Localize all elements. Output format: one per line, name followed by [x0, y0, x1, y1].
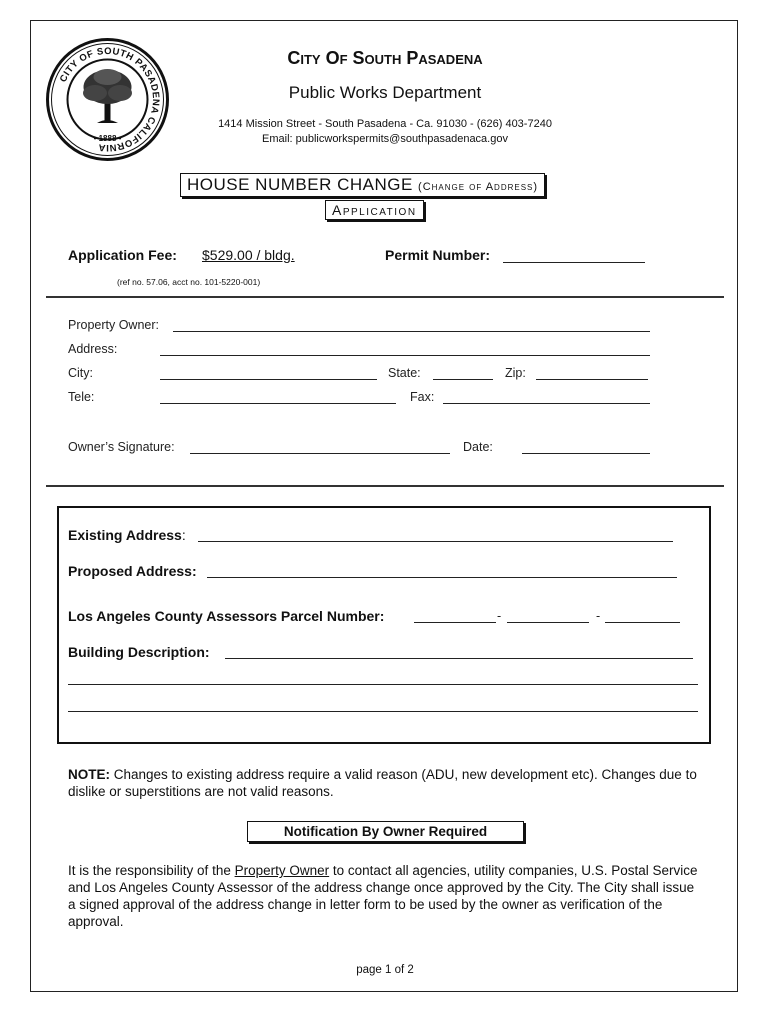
telephone-field[interactable]: [160, 403, 396, 404]
city-label: City:: [68, 366, 93, 380]
parcel-number-part1-field[interactable]: [414, 622, 496, 623]
building-description-line-3[interactable]: [68, 711, 698, 712]
department-email: Email: publicworkspermits@southpasadenaca.gov: [262, 133, 508, 145]
section-divider: [46, 296, 724, 298]
zip-field[interactable]: [536, 379, 648, 380]
telephone-label: Tele:: [68, 390, 95, 404]
parcel-number-part2-field[interactable]: [507, 622, 589, 623]
state-label: State:: [388, 366, 421, 380]
building-description-line-2[interactable]: [68, 684, 698, 685]
application-fee-value: $529.00 / bldg.: [202, 247, 295, 263]
date-label: Date:: [463, 440, 493, 454]
permit-number-label: Permit Number:: [385, 247, 491, 263]
building-description-field[interactable]: [225, 658, 693, 659]
form-title-application: Application: [325, 200, 424, 220]
page-number: page 1 of 2: [356, 964, 414, 976]
svg-text:CITY OF SOUTH PASADENA CALIFOR: CITY OF SOUTH PASADENA CALIFORNIA: [57, 45, 162, 154]
fax-label: Fax:: [410, 390, 435, 404]
property-owner-field[interactable]: [173, 331, 650, 332]
form-title-box: [180, 173, 545, 197]
parcel-number-label: Los Angeles County Assessors Parcel Number:: [68, 608, 385, 624]
department-name: Public Works Department: [288, 83, 482, 102]
svg-text:• 1888 •: • 1888 •: [93, 134, 122, 143]
application-fee-label: Application Fee:: [68, 247, 177, 263]
address-label: Address:: [68, 342, 118, 356]
property-owner-label: Property Owner:: [68, 318, 160, 332]
owner-signature-label: Owner’s Signature:: [68, 440, 175, 454]
reference-note: (ref no. 57.06, acct no. 101-5220-001): [117, 277, 261, 287]
department-address: 1414 Mission Street - South Pasadena - Ca. 91030 - (626) 403-7240: [218, 118, 552, 130]
zip-label: Zip:: [505, 366, 526, 380]
section-divider: [46, 485, 724, 487]
notification-heading: Notification By Owner Required: [247, 821, 524, 842]
responsibility-paragraph: It is the responsibility of the Property Owner to contact all agencies, utility companies, U.S. Postal Service and Los Angeles County Assessor of the address change once approved by the City. The City shall issue a signed approval of the address change in letter form to be used by the owner as verification of the approval.: [68, 863, 698, 929]
fax-field[interactable]: [443, 403, 650, 404]
address-field[interactable]: [160, 355, 650, 356]
parcel-number-part3-field[interactable]: [605, 622, 680, 623]
existing-address-field[interactable]: [198, 541, 673, 542]
form-subtitle: (Change of Address): [418, 181, 539, 193]
parcel-separator: -: [596, 609, 601, 623]
existing-address-label: Existing Address:: [68, 527, 186, 543]
owner-signature-field[interactable]: [190, 453, 450, 454]
proposed-address-label: Proposed Address:: [68, 563, 197, 579]
state-field[interactable]: [433, 379, 493, 380]
permit-number-field[interactable]: [503, 262, 645, 263]
building-description-label: Building Description:: [68, 644, 210, 660]
proposed-address-field[interactable]: [207, 577, 677, 578]
city-title: City Of South Pasadena: [287, 48, 483, 68]
form-title: HOUSE NUMBER CHANGE: [187, 175, 413, 194]
city-field[interactable]: [160, 379, 377, 380]
parcel-separator: -: [497, 609, 502, 623]
note-text: NOTE: Changes to existing address require a valid reason (ADU, new development etc). Changes due to dislike or superstitions are not valid reasons.: [68, 767, 697, 799]
date-field[interactable]: [522, 453, 650, 454]
